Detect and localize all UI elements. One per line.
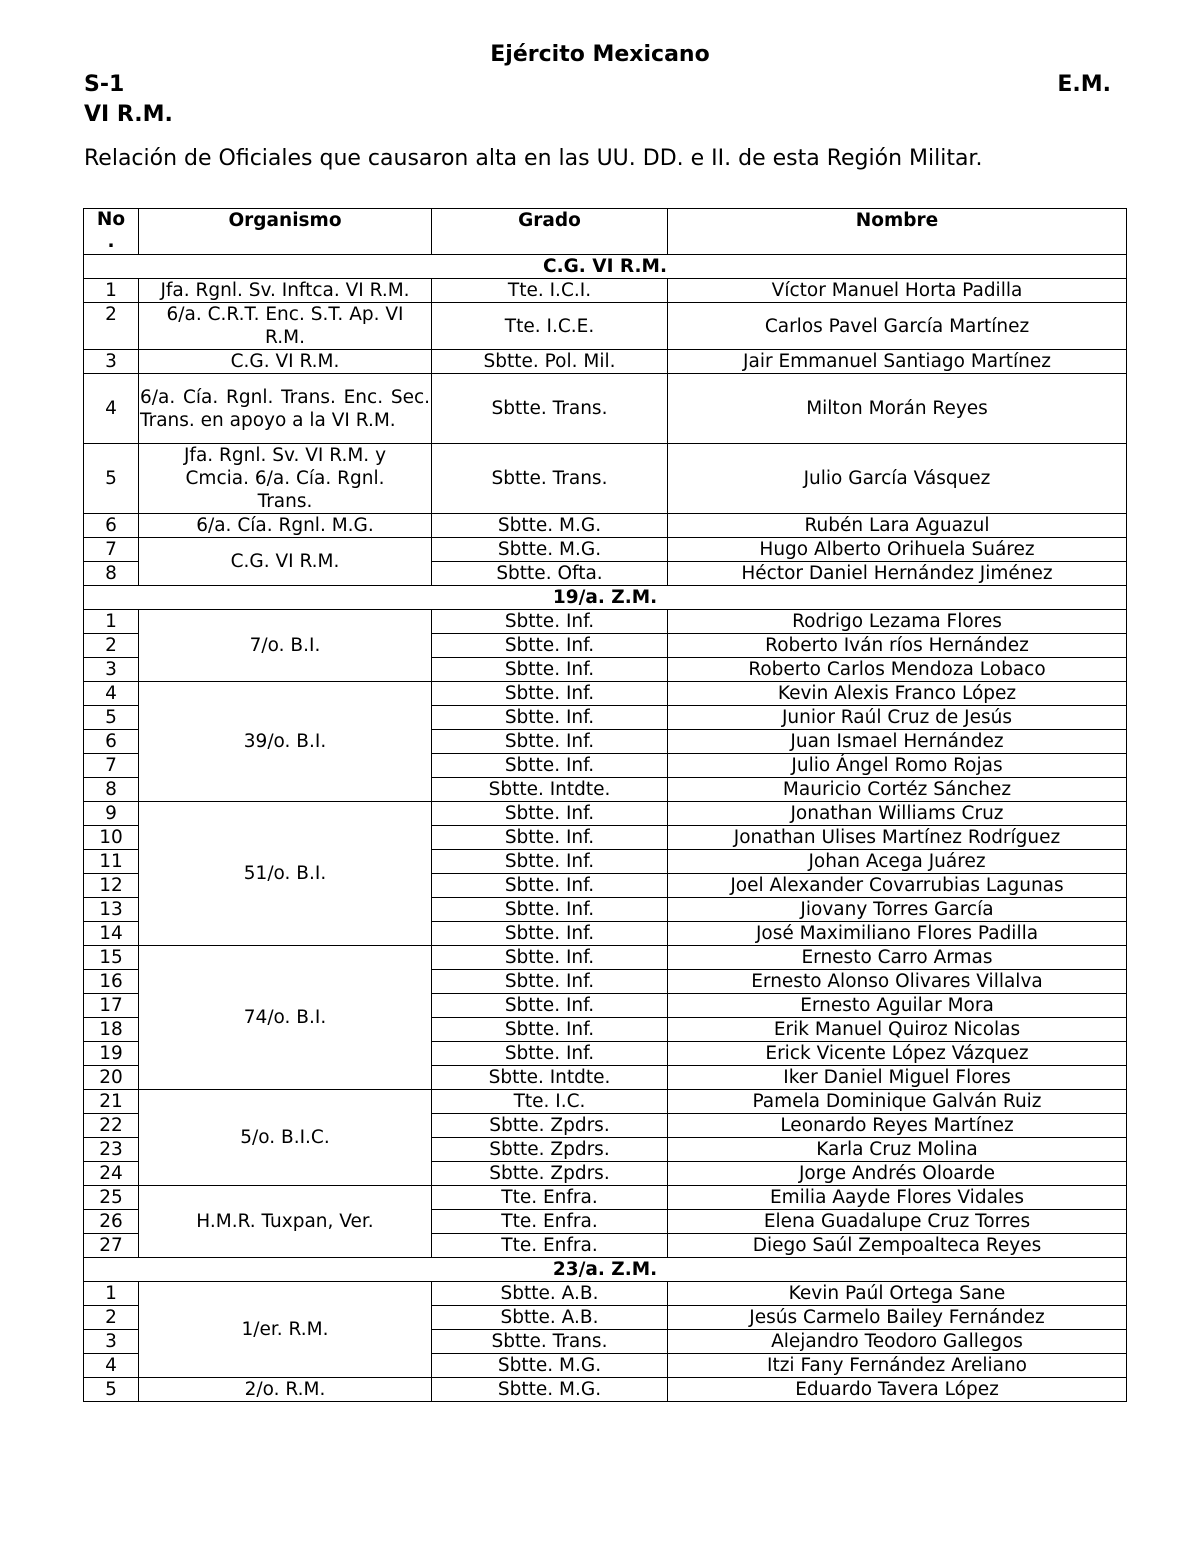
cell-nombre: Jorge Andrés Oloarde [668,1162,1127,1186]
table-row [84,946,1127,970]
table-row [84,444,1127,514]
cell-nombre: Kevin Alexis Franco López [668,682,1127,706]
cell-grado: Sbtte. M.G. [432,1378,668,1402]
cell-no: 17 [84,994,139,1018]
cell-grado: Sbtte. Inf. [432,1042,668,1066]
table-row [84,802,1127,826]
cell-grado: Sbtte. Inf. [432,946,668,970]
cell-nombre: Mauricio Cortéz Sánchez [668,778,1127,802]
cell-nombre: Johan Acega Juárez [668,850,1127,874]
cell-grado: Sbtte. Inf. [432,994,668,1018]
cell-organismo: C.G. VI R.M. [139,538,432,586]
cell-grado: Sbtte. Zpdrs. [432,1138,668,1162]
cell-nombre: Itzi Fany Fernández Areliano [668,1354,1127,1378]
cell-grado: Sbtte. Intdte. [432,1066,668,1090]
cell-grado: Tte. I.C. [432,1090,668,1114]
column-header-no: No . [84,209,139,255]
cell-no: 12 [84,874,139,898]
cell-grado: Sbtte. Intdte. [432,778,668,802]
cell-grado: Sbtte. Inf. [432,754,668,778]
cell-nombre: Milton Morán Reyes [668,374,1127,444]
cell-grado: Sbtte. A.B. [432,1306,668,1330]
section-row [84,1258,1127,1282]
cell-no: 1 [84,1282,139,1306]
cell-no: 13 [84,898,139,922]
cell-no: 8 [84,778,139,802]
cell-grado: Sbtte. Inf. [432,610,668,634]
cell-organismo: 7/o. B.I. [139,610,432,682]
cell-no: 1 [84,610,139,634]
table-row [84,1186,1127,1210]
table-row [84,1378,1127,1402]
zm19-rows [84,610,1127,1258]
cell-organismo: 6/a. Cía. Rgnl. Trans. Enc. Sec. Trans. en apoyo a la VI R.M. [139,374,432,444]
table-row [84,610,1127,634]
cell-nombre: Víctor Manuel Horta Padilla [668,279,1127,303]
cell-grado: Sbtte. Inf. [432,922,668,946]
cell-no: 15 [84,946,139,970]
cell-grado: Sbtte. M.G. [432,538,668,562]
cell-no: 6 [84,730,139,754]
cell-nombre: Roberto Iván ríos Hernández [668,634,1127,658]
cell-organismo: 2/o. R.M. [139,1378,432,1402]
cell-organismo: 6/a. Cía. Rgnl. M.G. [139,514,432,538]
table-row [84,279,1127,303]
cell-grado: Sbtte. Inf. [432,706,668,730]
table-row [84,303,1127,350]
cell-no: 18 [84,1018,139,1042]
cell-no: 2 [84,634,139,658]
cell-nombre: Héctor Daniel Hernández Jiménez [668,562,1127,586]
table-row [84,514,1127,538]
section-code: S-1 [84,72,125,97]
cell-no: 3 [84,1330,139,1354]
cell-nombre: Jesús Carmelo Bailey Fernández [668,1306,1127,1330]
cell-grado: Sbtte. Inf. [432,874,668,898]
cell-no: 5 [84,1378,139,1402]
cell-nombre: Jonathan Ulises Martínez Rodríguez [668,826,1127,850]
cell-nombre: Erick Vicente López Vázquez [668,1042,1127,1066]
cell-no: 9 [84,802,139,826]
table-header-row [84,209,1127,255]
cell-nombre: Rodrigo Lezama Flores [668,610,1127,634]
cell-no: 6 [84,514,139,538]
cell-no: 5 [84,706,139,730]
cell-no: 25 [84,1186,139,1210]
cell-nombre: Kevin Paúl Ortega Sane [668,1282,1127,1306]
cell-nombre: Julio García Vásquez [668,444,1127,514]
cell-grado: Sbtte. Trans. [432,374,668,444]
cell-grado: Sbtte. Inf. [432,730,668,754]
cell-grado: Sbtte. Trans. [432,1330,668,1354]
cell-grado: Sbtte. Inf. [432,826,668,850]
cell-grado: Sbtte. M.G. [432,514,668,538]
table-row [84,682,1127,706]
cell-grado: Sbtte. Inf. [432,682,668,706]
cell-no: 27 [84,1234,139,1258]
table-row [84,1090,1127,1114]
cell-grado: Tte. I.C.I. [432,279,668,303]
cell-nombre: Diego Saúl Zempoalteca Reyes [668,1234,1127,1258]
cell-grado: Tte. I.C.E. [432,303,668,350]
section-row [84,586,1127,610]
cell-no: 14 [84,922,139,946]
cell-no: 21 [84,1090,139,1114]
cell-no: 5 [84,444,139,514]
table-row [84,374,1127,444]
cell-nombre: Jiovany Torres García [668,898,1127,922]
cell-organismo: 5/o. B.I.C. [139,1090,432,1186]
cell-no: 8 [84,562,139,586]
cell-organismo: 1/er. R.M. [139,1282,432,1378]
cell-organismo: 6/a. C.R.T. Enc. S.T. Ap. VI R.M. [139,303,432,350]
column-header-grado: Grado [432,209,668,255]
cell-grado: Sbtte. M.G. [432,1354,668,1378]
cell-grado: Sbtte. Inf. [432,658,668,682]
cell-organismo: C.G. VI R.M. [139,350,432,374]
cell-nombre: Ernesto Alonso Olivares Villalva [668,970,1127,994]
cell-organismo: Jfa. Rgnl. Sv. VI R.M. y Cmcia. 6/a. Cía. Rgnl. Trans. [139,444,432,514]
section-title: C.G. VI R.M. [84,255,1127,279]
zm23-rows [84,1282,1127,1402]
cell-nombre: Alejandro Teodoro Gallegos [668,1330,1127,1354]
cell-no: 1 [84,279,139,303]
cell-nombre: Emilia Aayde Flores Vidales [668,1186,1127,1210]
cell-nombre: Jonathan Williams Cruz [668,802,1127,826]
cell-nombre: Ernesto Aguilar Mora [668,994,1127,1018]
cell-nombre: Roberto Carlos Mendoza Lobaco [668,658,1127,682]
cell-grado: Sbtte. Zpdrs. [432,1162,668,1186]
cell-grado: Tte. Enfra. [432,1186,668,1210]
cell-grado: Tte. Enfra. [432,1210,668,1234]
cell-no: 2 [84,1306,139,1330]
cell-no: 7 [84,538,139,562]
cell-grado: Sbtte. Ofta. [432,562,668,586]
cell-grado: Sbtte. Inf. [432,1018,668,1042]
cell-grado: Sbtte. Inf. [432,970,668,994]
section-row [84,255,1127,279]
cell-no: 4 [84,374,139,444]
cell-nombre: Elena Guadalupe Cruz Torres [668,1210,1127,1234]
cell-no: 4 [84,1354,139,1378]
cell-grado: Sbtte. Inf. [432,634,668,658]
cell-nombre: Rubén Lara Aguazul [668,514,1127,538]
cell-no: 20 [84,1066,139,1090]
cell-grado: Sbtte. Inf. [432,898,668,922]
cell-no: 19 [84,1042,139,1066]
cell-nombre: Ernesto Carro Armas [668,946,1127,970]
cell-organismo: 51/o. B.I. [139,802,432,946]
cell-grado: Sbtte. Trans. [432,444,668,514]
cell-nombre: Erik Manuel Quiroz Nicolas [668,1018,1127,1042]
cell-no: 24 [84,1162,139,1186]
cell-grado: Sbtte. Pol. Mil. [432,350,668,374]
cell-no: 11 [84,850,139,874]
cell-nombre: Jair Emmanuel Santiago Martínez [668,350,1127,374]
cell-no: 3 [84,350,139,374]
staff-code: E.M. [1057,72,1111,97]
cell-grado: Sbtte. A.B. [432,1282,668,1306]
cell-grado: Sbtte. Inf. [432,850,668,874]
cell-no: 22 [84,1114,139,1138]
section-title: 19/a. Z.M. [84,586,1127,610]
cell-no: 23 [84,1138,139,1162]
cell-nombre: Carlos Pavel García Martínez [668,303,1127,350]
document-title: Ejército Mexicano [490,42,710,67]
cell-no: 16 [84,970,139,994]
cell-nombre: Eduardo Tavera López [668,1378,1127,1402]
section-title: 23/a. Z.M. [84,1258,1127,1282]
cell-no: 4 [84,682,139,706]
column-header-nombre: Nombre [668,209,1127,255]
table-row [84,350,1127,374]
cell-organismo: 74/o. B.I. [139,946,432,1090]
cell-nombre: Juan Ismael Hernández [668,730,1127,754]
cell-nombre: Hugo Alberto Orihuela Suárez [668,538,1127,562]
table-row [84,1282,1127,1306]
cell-grado: Sbtte. Zpdrs. [432,1114,668,1138]
cell-nombre: Julio Ángel Romo Rojas [668,754,1127,778]
cell-no: 3 [84,658,139,682]
cell-organismo: H.M.R. Tuxpan, Ver. [139,1186,432,1258]
cell-nombre: Leonardo Reyes Martínez [668,1114,1127,1138]
cell-nombre: José Maximiliano Flores Padilla [668,922,1127,946]
cell-nombre: Iker Daniel Miguel Flores [668,1066,1127,1090]
column-header-organismo: Organismo [139,209,432,255]
cell-no: 2 [84,303,139,350]
cell-nombre: Karla Cruz Molina [668,1138,1127,1162]
cell-nombre: Junior Raúl Cruz de Jesús [668,706,1127,730]
cell-organismo: Jfa. Rgnl. Sv. Inftca. VI R.M. [139,279,432,303]
region-label: VI R.M. [84,102,173,127]
cell-nombre: Pamela Dominique Galván Ruiz [668,1090,1127,1114]
cell-no: 10 [84,826,139,850]
table-row [84,538,1127,562]
document-subtitle: Relación de Oficiales que causaron alta en las UU. DD. e II. de esta Región Militar. [84,146,983,171]
cell-grado: Tte. Enfra. [432,1234,668,1258]
cell-nombre: Joel Alexander Covarrubias Lagunas [668,874,1127,898]
cell-grado: Sbtte. Inf. [432,802,668,826]
cell-no: 7 [84,754,139,778]
cell-organismo: 39/o. B.I. [139,682,432,802]
officers-table [83,208,1127,1402]
cell-no: 26 [84,1210,139,1234]
